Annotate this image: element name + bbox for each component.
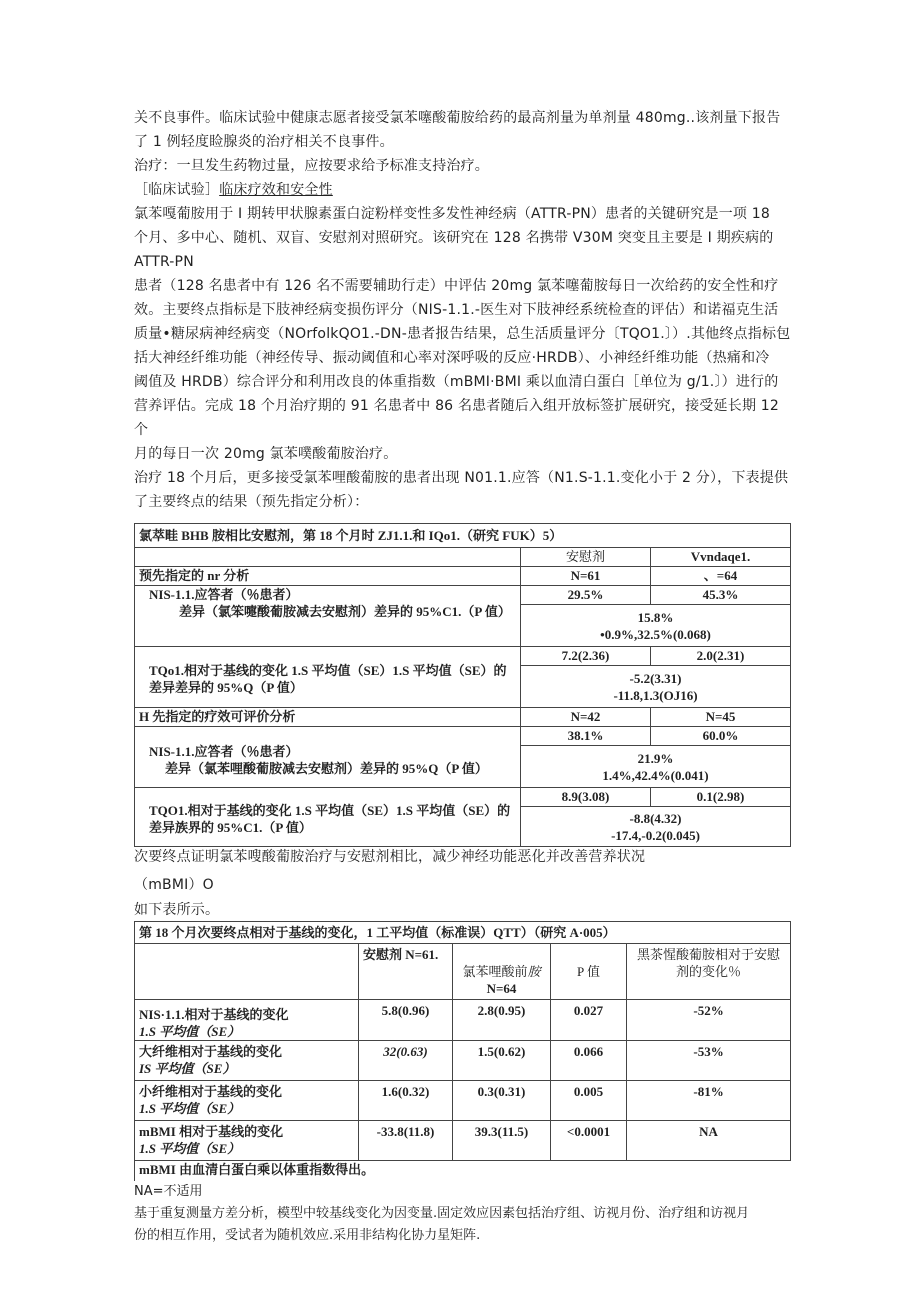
nis-drug-value-2: 60.0%	[651, 727, 791, 746]
tqol-diff-value: -5.2(3.31)	[629, 670, 682, 686]
row-label: 小纤维相对于基线的变化	[139, 1084, 283, 1099]
header-drug-name: 氯苯哩酸前	[462, 964, 528, 979]
change-cell: -52%	[627, 1000, 791, 1041]
table2-title: 第 18 个月次要终点相对于基线的变化，1 工平均值（标准误）QTT）（研究 A·005）	[135, 922, 791, 944]
row-label-cell	[135, 1081, 359, 1121]
nis-responder-label-2: NIS-1.1.应答者（％患者）	[149, 744, 299, 759]
p-value-cell: 0.027	[551, 1000, 627, 1041]
mbmi-text: （mBMI）O	[134, 877, 214, 893]
drug-cell: 2.8(0.95)	[453, 1000, 551, 1041]
p-value-cell: 0.005	[551, 1081, 627, 1121]
nis-diff-label: 差异（氯笨嚏酸葡胺减去安慰剂）差异的 95%C1.（P 值）	[179, 604, 511, 619]
nis-diff-value: 15.8%	[637, 609, 674, 625]
na-note: NA=不适用	[134, 1183, 203, 1199]
secondary-endpoint-table	[134, 921, 791, 1181]
results-line: 了主要终点的结果（预先指定分析）：	[134, 494, 369, 510]
trial-line: 质量•糖尿病神经病变（NOrfolkQO1.-DN-患者报告结果，总生活质量评分〔TQO1.〕）.其他终点指标包	[134, 326, 791, 342]
primary-endpoint-table	[134, 523, 791, 847]
nis-difference	[521, 605, 791, 647]
row-label-cell	[135, 1041, 359, 1081]
header-drug	[453, 944, 551, 1000]
prespecified-analysis-label: 预先指定的 nr 分析	[135, 567, 521, 586]
drug-cell: 1.5(0.62)	[453, 1041, 551, 1081]
header-change: 黑茶惺酸葡胺相对于安慰剂的变化％	[627, 944, 791, 1000]
n-placebo: N=61	[521, 567, 651, 586]
nis-placebo-value-2: 38.1%	[521, 727, 651, 746]
drug-cell: 39.3(11.5)	[453, 1121, 551, 1161]
intro-line-1: 关不良事件。临床试验中健康志愿者接受氯苯噻酸葡胺给药的最高剂量为单剂量 480mg..该剂量下报告	[134, 110, 781, 126]
trial-line: 阈值及 HRDB）综合评分和利用改良的体重指数（mBMI·BMI 乘以血清白蛋白［单位为 g/1.〕）进行的	[134, 374, 779, 390]
tqol-diff-ci-2: -17.4,-0.2(0.045)	[611, 827, 700, 843]
tqol-diff-ci: -11.8,1.3(OJ16)	[613, 687, 698, 703]
tqol-difference	[521, 666, 791, 708]
row-label-cell	[135, 1000, 359, 1041]
placebo-cell: 5.8(0.96)	[359, 1000, 453, 1041]
nis-diff-ci: •0.9%,32.5%(0.068)	[600, 626, 711, 642]
overdose-treatment: 治疗：一旦发生药物过量，应按要求给予标准支持治疗。	[134, 158, 489, 174]
trial-line: 月的每日一次 20mg 氯苯噗酸葡胺治疗。	[134, 446, 398, 462]
secondary-endpoint-text: 次要终点证明氯苯嗖酸葡胺治疗与安慰剂相比，减少神经功能恶化并改善营养状况	[134, 849, 646, 865]
efficacy-evaluable-label: H 先指定的疗效可评价分析	[135, 708, 521, 727]
n-placebo-2: N=42	[521, 708, 651, 727]
row-label-cell	[135, 1121, 359, 1161]
col-header-placebo: 安慰剂	[521, 548, 651, 567]
section-title: 临床疗效和安全性	[219, 182, 333, 198]
header-drug-suffix: 胺	[527, 964, 541, 979]
drug-cell: 0.3(0.31)	[453, 1081, 551, 1121]
nis-responder-label: NIS-1.1.应答者（％患者）	[149, 587, 299, 602]
method-note: 份的相互作用，受试者为随机效应.采用非结构化协力星矩阵.	[134, 1227, 481, 1243]
change-cell: NA	[627, 1121, 791, 1161]
document-page	[134, 106, 794, 1247]
nis-diff-ci-2: 1.4%,42.4%(0.041)	[602, 767, 709, 783]
trial-line: 效。主要终点指标是下肢神经病变损伤评分（NIS-1.1.-医生对下肢神经系统检查的评估）和诺福克生活	[134, 302, 779, 318]
tqol-placebo-value: 7.2(2.36)	[521, 647, 651, 666]
tqol-placebo-value-2: 8.9(3.08)	[521, 788, 651, 807]
change-cell: -81%	[627, 1081, 791, 1121]
results-line: 治疗 18 个月后，更多接受氯苯哩酸葡胺的患者出现 N01.1.应答（N1.S-1.1.变化小于 2 分），下表提供	[134, 470, 789, 486]
trial-line: 营养评估。完成 18 个月治疗期的 91 名患者中 86 名患者随后入组开放标签扩展研究，接受延长期 12 个	[134, 398, 780, 438]
row-label: mBMI 相对于基线的变化	[139, 1124, 284, 1139]
placebo-cell: 32(0.63)	[359, 1041, 453, 1081]
trial-line: 括大神经纤维功能（神经传导、振动阈值和心率对深呼吸的反应·HRDB）、小神经纤维功能（热痛和冷	[134, 350, 770, 366]
p-value-cell: <0.0001	[551, 1121, 627, 1161]
tqol-change-cell-2	[135, 788, 521, 847]
row-sublabel: 1.S 平均值（SE）	[139, 1024, 241, 1039]
nis-diff-label-2: 差异（氯苯哩酸葡胺减去安慰剂）差异的 95%Q（P 值）	[165, 761, 488, 776]
intro-line-2: 了 1 例轻度睑腺炎的治疗相关不良事件。	[134, 134, 394, 150]
tqol-change-label: TQo1.相对于基线的变化 1.S 平均值（SE）1.S 平均值（SE）的差异差异的 95%Q（P 值）	[149, 663, 507, 695]
row-sublabel: 1.S 平均值（SE）	[139, 1141, 241, 1156]
method-note: 基于重复测量方差分析，模型中较基线变化为因变量.固定效应因素包括治疗组、访视月份、治疗组和访视月	[134, 1205, 750, 1221]
table2-footnote: mBMI 由血清白蛋白乘以体重指数得出。	[135, 1161, 791, 1181]
tqol-change-label-2: TQO1.相对于基线的变化 1.S 平均值（SE）1.S 平均值（SE）的差异族界的 95%C1.（P 值）	[149, 803, 511, 835]
nis-difference-2	[521, 746, 791, 788]
change-cell: -53%	[627, 1041, 791, 1081]
header-p-value: P 值	[551, 944, 627, 1000]
row-sublabel: 1.S 平均值（SE）	[139, 1101, 241, 1116]
header-drug-n: N=64	[486, 981, 517, 996]
placebo-cell: 1.6(0.32)	[359, 1081, 453, 1121]
row-sublabel: IS 平均值（SE）	[139, 1061, 236, 1076]
row-label: NIS·1.1.相对于基线的变化	[139, 1007, 289, 1022]
tqol-drug-value: 2.0(2.31)	[651, 647, 791, 666]
trial-line: 氯苯嘎葡胺用于 I 期转甲状腺素蛋白淀粉样变性多发性神经病（ATTR-PN）患者的关键研究是一项 18	[134, 206, 770, 222]
placebo-cell: -33.8(11.8)	[359, 1121, 453, 1161]
row-label: 大纤维相对于基线的变化	[139, 1044, 283, 1059]
nis-drug-value: 45.3%	[651, 586, 791, 605]
section-label: ［临床试验］	[134, 182, 220, 198]
nis-responder-cell-2	[135, 727, 521, 788]
as-shown-text: 如下表所示。	[134, 902, 220, 918]
nis-diff-value-2: 21.9%	[637, 750, 674, 766]
n-drug-2: N=45	[651, 708, 791, 727]
results-intro	[134, 466, 794, 514]
trial-line: 患者（128 名患者中有 126 名不需要辅助行走）中评估 20mg 氯苯噻葡胺每日一次给药的安全性和疗	[134, 278, 779, 294]
col-header-drug: Vvndaqe1.	[651, 548, 791, 567]
tqol-difference-2	[521, 807, 791, 847]
p-value-cell: 0.066	[551, 1041, 627, 1081]
trial-line: 个月、多中心、随机、双盲、安慰剂对照研究。该研究在 128 名携带 V30M 突变且主要是 I 期疾病的 ATTR-PN	[134, 230, 774, 270]
nis-responder-cell	[135, 586, 521, 647]
n-drug: 、=64	[651, 567, 791, 586]
section-heading	[134, 178, 794, 202]
tqol-change-cell	[135, 647, 521, 708]
tqol-diff-value-2: -8.8(4.32)	[629, 810, 682, 826]
nis-placebo-value: 29.5%	[521, 586, 651, 605]
header-placebo: 安慰剂 N=61.	[359, 944, 453, 1000]
table1-title: 氯萃畦 BHB 胺相比安慰剂，第 18 个月时 ZJ1.1.和 IQo1.（研究 FUK）5）	[135, 524, 791, 548]
tqol-drug-value-2: 0.1(2.98)	[651, 788, 791, 807]
trial-description	[134, 202, 794, 466]
